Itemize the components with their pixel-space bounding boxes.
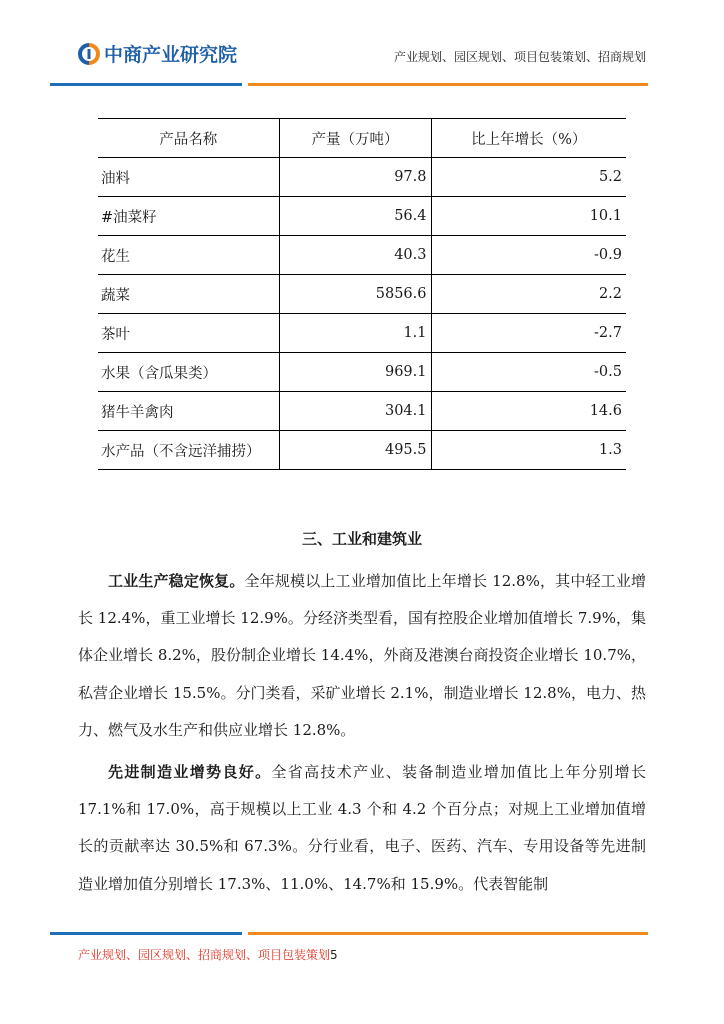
cell-output: 495.5 (279, 431, 431, 470)
cell-product: 油料 (98, 158, 279, 197)
cell-growth: 1.3 (431, 431, 626, 470)
table-header-row (98, 119, 626, 158)
cell-product: 茶叶 (98, 314, 279, 353)
cell-growth: -0.9 (431, 236, 626, 275)
table-row (98, 392, 626, 431)
cell-product: 水产品（不含远洋捕捞） (98, 431, 279, 470)
footer-tagline: 产业规划、园区规划、招商规划、项目包装策划 (78, 948, 331, 962)
table-row (98, 158, 626, 197)
section-title: 三、工业和建筑业 (301, 530, 422, 548)
header-rule-orange (248, 83, 648, 86)
header-tagline: 产业规划、园区规划、项目包装策划、招商规划 (393, 50, 646, 64)
cell-growth: 10.1 (431, 197, 626, 236)
header-product: 产品名称 (98, 119, 279, 158)
paragraph-body: 全年规模以上工业增加值比上年增长 12.8%，其中轻工业增长 12.4%，重工业增长 12.9%。分经济类型看，国有控股企业增加值增长 7.9%，集体企业增长 8.2%，股份制企业增长 14.4%，外商及港澳台商投资企业增长 10.7%，私营企业增长 15.5%。分门类看，采矿业增长 2.1%，制造业增长 12.8%，电力、热力、燃气及水生产和供应业增长 12.8%。 (78, 572, 646, 739)
cell-product: 水果（含瓜果类） (98, 353, 279, 392)
cell-output: 969.1 (279, 353, 431, 392)
cell-output: 97.8 (279, 158, 431, 197)
cell-growth: 14.6 (431, 392, 626, 431)
paragraph-lead: 先进制造业增势良好。 (108, 763, 272, 781)
table-row (98, 314, 626, 353)
table-row (98, 275, 626, 314)
paragraph-lead: 工业生产稳定恢复。 (108, 572, 245, 590)
cell-output: 5856.6 (279, 275, 431, 314)
paragraph-industry (78, 563, 646, 749)
cell-growth: 2.2 (431, 275, 626, 314)
cell-product: 蔬菜 (98, 275, 279, 314)
paragraph-body: 全省高技术产业、装备制造业增加值比上年分别增长 17.1%和 17.0%，高于规模以上工业 4.3 个和 4.2 个百分点；对规上工业增加值增长的贡献率达 30.5%和 67.3%。分行业看，电子、医药、汽车、专用设备等先进制造业增加值分别增长 17.3%、11.0%、14.7%和 15.9%。代表智能制 (78, 763, 646, 893)
page-header (0, 0, 724, 90)
table-row (98, 431, 626, 470)
footer-rule-orange (248, 932, 648, 935)
cell-growth: -0.5 (431, 353, 626, 392)
logo-text: 中商产业研究院 (104, 44, 238, 66)
cell-output: 56.4 (279, 197, 431, 236)
paragraph-advanced-manufacturing (78, 754, 646, 903)
cell-product: 花生 (98, 236, 279, 275)
cell-growth: 5.2 (431, 158, 626, 197)
page-footer (78, 946, 338, 963)
cell-output: 304.1 (279, 392, 431, 431)
cell-product: 猪牛羊禽肉 (98, 392, 279, 431)
brand-logo (78, 40, 237, 67)
header-output: 产量（万吨） (279, 119, 431, 158)
cell-product: #油菜籽 (98, 197, 279, 236)
table-row (98, 353, 626, 392)
cell-output: 40.3 (279, 236, 431, 275)
table-row (98, 236, 626, 275)
header-growth: 比上年增长（%） (431, 119, 626, 158)
table-row (98, 197, 626, 236)
page-number: 5 (330, 948, 338, 962)
header-rule-blue (50, 83, 242, 86)
cell-growth: -2.7 (431, 314, 626, 353)
footer-rule-blue (50, 932, 242, 935)
logo-icon (78, 43, 100, 65)
production-table (98, 118, 626, 470)
cell-output: 1.1 (279, 314, 431, 353)
